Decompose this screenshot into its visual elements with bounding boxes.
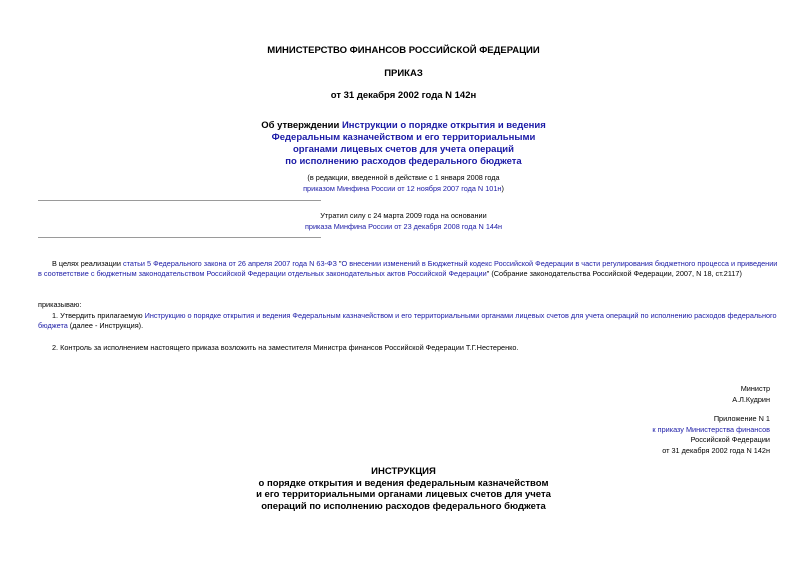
order-item-2: 2. Контроль за исполнением настоящего приказа возложить на заместителя Министра финансов Российской Федерации Т.Г.Нестеренко.	[52, 343, 519, 352]
order-item-1-prefix: 1. Утвердить прилагаемую	[52, 311, 145, 320]
doc-date-number: от 31 декабря 2002 года N 142н	[330, 90, 477, 101]
order-item-1-link-b[interactable]: бюджета	[38, 321, 68, 331]
edition-close-paren: )	[501, 183, 504, 193]
title-line-2[interactable]: Федеральным казначейством и его территориальными	[271, 132, 536, 143]
instruction-line-1: о порядке открытия и ведения федеральным казначейством	[258, 477, 549, 489]
preamble-text-3: " (Собрание законодательства Российской Федерации, 2007, N 18, ст.2117)	[486, 269, 742, 279]
preamble-text-2: "	[336, 259, 342, 268]
divider-2	[38, 237, 321, 238]
appendix-line-3: Российской Федерации	[690, 435, 770, 445]
preamble-text-1: В целях реализации	[52, 259, 123, 268]
instruction-line-2: и его территориальными органами лицевых счетов для учета	[256, 489, 551, 500]
title-line-3[interactable]: органами лицевых счетов для учета операций	[293, 144, 514, 155]
order-item-1-suffix: (далее - Инструкция).	[67, 321, 144, 331]
repeal-line-1: Утратил силу с 24 марта 2009 года на основании	[320, 211, 487, 220]
order-item-1	[38, 311, 777, 331]
repeal-note	[0, 211, 807, 232]
document-title	[0, 120, 807, 168]
order-item-1-link-a[interactable]: Инструкцию о порядке открытия и ведения Федеральным казначейством и его территориальными органами лицевых счетов для учета операций по исполнению расходов федерального	[144, 311, 777, 320]
edition-link-order-101n[interactable]: приказом Минфина России от 12 ноября 2007 года N 101н	[303, 183, 502, 193]
order-intro: приказываю:	[38, 300, 82, 309]
signature-block	[732, 384, 770, 405]
appendix-line-4: от 31 декабря 2002 года N 142н	[662, 445, 770, 455]
edition-line-1: (в редакции, введенной в действие с 1 января 2008 года	[307, 173, 500, 182]
preamble-link-law-title-b[interactable]: в соответствие с бюджетным законодательством Российской Федерации отдельных законодательных актов Российской Федерации	[38, 269, 487, 279]
preamble-link-article-5[interactable]: статьи 5 Федерального закона от 26 апреля 2007 года N 63-ФЗ	[122, 259, 337, 268]
title-link-instruction[interactable]: Инструкции о порядке открытия и ведения	[341, 120, 546, 131]
ministry-heading: МИНИСТЕРСТВО ФИНАНСОВ РОССИЙСКОЙ ФЕДЕРАЦИИ	[267, 45, 540, 56]
preamble-link-law-title-a[interactable]: О внесении изменений в Бюджетный кодекс Российской Федерации в части регулирования бюджетного процесса и приведении	[341, 259, 778, 268]
appendix-line-1: Приложение N 1	[713, 414, 770, 423]
appendix-block	[652, 414, 770, 456]
title-prefix: Об утверждении	[261, 120, 342, 131]
preamble-paragraph	[38, 259, 778, 279]
divider-1	[38, 200, 321, 201]
signature-name: А.Л.Кудрин	[732, 394, 770, 404]
edition-note	[0, 173, 807, 194]
repeal-link-order-144n[interactable]: приказа Минфина России от 23 декабря 2008 года N 144н	[304, 221, 503, 231]
signature-position: Министр	[740, 384, 770, 393]
instruction-line-3: операций по исполнению расходов федерального бюджета	[261, 500, 546, 512]
title-line-4[interactable]: по исполнению расходов федерального бюджета	[285, 156, 522, 167]
instruction-heading	[0, 466, 807, 512]
instruction-title: ИНСТРУКЦИЯ	[371, 466, 436, 477]
appendix-line-2[interactable]: к приказу Министерства финансов	[652, 424, 770, 434]
doc-type-heading: ПРИКАЗ	[384, 68, 423, 79]
